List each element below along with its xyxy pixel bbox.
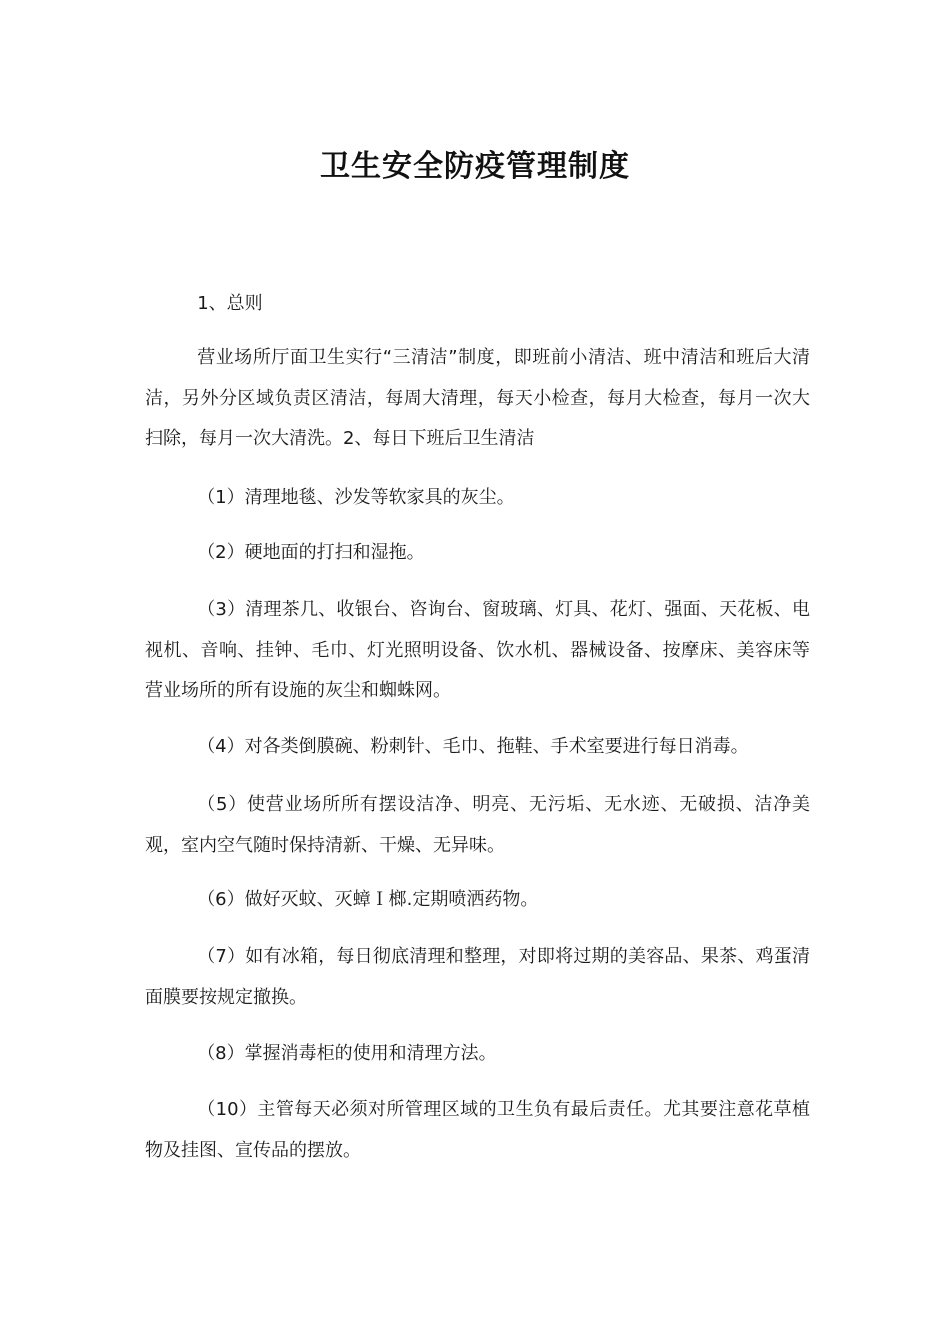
list-item: （2）硬地面的打扫和湿拖。 [197, 542, 425, 563]
section-paragraph: 营业场所厅面卫生实行“三清洁”制度，即班前小清洁、班中清洁和班后大清洁，另外分区域负责区清洁，每周大清理，每天小检查，每月大检查，每月一次大扫除，每月一次大清洗。2、每日下班后卫生清洁 [145, 347, 810, 449]
list-item: （5）使营业场所所有摆设洁净、明亮、无污垢、无水迹、无破损、洁净美观，室内空气随时保持清新、干燥、无异味。 [145, 794, 810, 856]
list-item: （6）做好灭蚊、灭蟑Ｉ榔.定期喷洒药物。 [197, 889, 539, 910]
list-item: （4）对各类倒膜碗、粉刺针、毛巾、拖鞋、手术室要进行每日消毒。 [197, 736, 749, 757]
list-item: （10）主管每天必须对所管理区域的卫生负有最后责任。尤其要注意花草植物及挂图、宣传品的摆放。 [145, 1099, 810, 1161]
list-item: （8）掌握消毒柜的使用和清理方法。 [197, 1043, 497, 1064]
document-title: 卫生安全防疫管理制度 [320, 149, 630, 184]
list-item: （7）如有冰箱，每日彻底清理和整理，对即将过期的美容品、果茶、鸡蛋清面膜要按规定撤换。 [145, 946, 810, 1008]
list-item: （1）清理地毯、沙发等软家具的灰尘。 [197, 487, 515, 508]
list-item: （3）清理茶几、收银台、咨询台、窗玻璃、灯具、花灯、强面、天花板、电视机、音响、挂钟、毛巾、灯光照明设备、饮水机、器械设备、按摩床、美容床等营业场所的所有设施的灰尘和蜘蛛网。 [145, 599, 810, 701]
section-heading: 1、总则 [197, 293, 263, 314]
